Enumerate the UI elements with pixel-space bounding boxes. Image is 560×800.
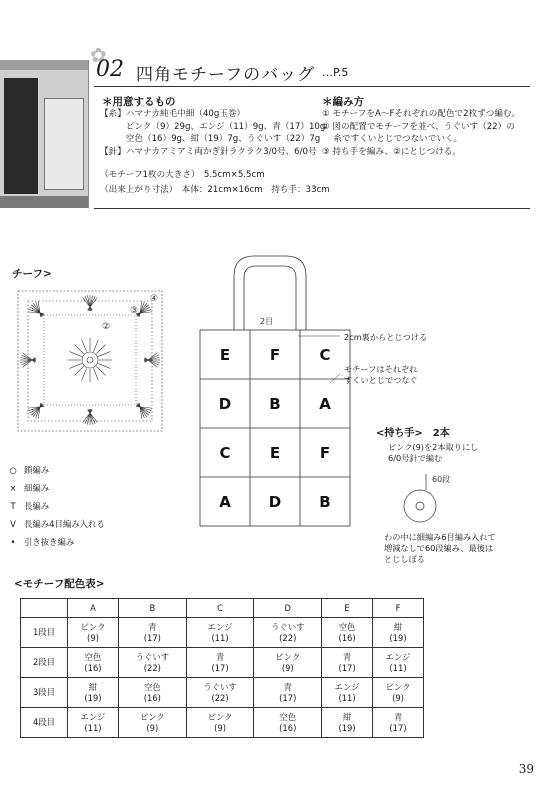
double-crochet-icon: T bbox=[10, 501, 16, 511]
motif-letter: C bbox=[319, 346, 331, 364]
handle-title: <持ち手> 2本 bbox=[376, 428, 450, 439]
legend-label: 長編み4目編み入れる bbox=[24, 519, 105, 529]
join-note-line: モチーフはそれぞれ bbox=[344, 364, 418, 374]
table-corner bbox=[21, 599, 68, 618]
color-code: (9) bbox=[87, 632, 99, 643]
color-table-title: <モチーフ配色表> bbox=[14, 578, 105, 590]
color-name: エンジ bbox=[334, 681, 360, 692]
instruction-step: 糸ですくいとじでつないでいく。 bbox=[322, 134, 463, 145]
table-cell bbox=[186, 678, 254, 708]
page-reference: …P.5 bbox=[322, 66, 349, 79]
ring-note bbox=[384, 532, 496, 565]
motif-letter: E bbox=[219, 346, 231, 364]
color-name: うぐいす bbox=[203, 681, 237, 692]
table-cell bbox=[322, 678, 373, 708]
table-cell bbox=[68, 678, 119, 708]
table-row bbox=[21, 618, 424, 648]
legend-label: 鎖編み bbox=[24, 465, 50, 475]
color-code: (16) bbox=[279, 722, 297, 733]
materials-line: 空色（16）9g、紺（19）7g、うぐいす（22）7g bbox=[100, 134, 321, 145]
table-cell bbox=[68, 708, 119, 738]
color-name: 青 bbox=[148, 621, 157, 632]
table-row bbox=[21, 648, 424, 678]
color-name: 青 bbox=[215, 651, 225, 662]
legend-label: 細編み bbox=[24, 483, 50, 493]
color-code: (17) bbox=[389, 722, 407, 733]
legend-item bbox=[2, 500, 105, 518]
increase-stitch-icon: V bbox=[10, 519, 16, 529]
table-cell bbox=[254, 618, 322, 648]
instruction-step: ③ 持ち手を編み、②にとじつける。 bbox=[322, 146, 461, 157]
materials-line: 【糸】ハマナカ純毛中細（40g玉巻） bbox=[100, 109, 246, 119]
table-cell bbox=[118, 618, 186, 648]
row-header: 4段目 bbox=[21, 708, 68, 738]
motif-letter: C bbox=[219, 444, 231, 462]
legend-item bbox=[2, 518, 105, 536]
color-code: (19) bbox=[389, 632, 407, 643]
table-cell bbox=[118, 708, 186, 738]
color-code: (9) bbox=[281, 662, 294, 673]
header-bottom-divider bbox=[94, 208, 530, 209]
color-code: (19) bbox=[84, 692, 102, 703]
color-code: (9) bbox=[214, 722, 226, 733]
table-cell bbox=[186, 708, 254, 738]
table-cell bbox=[322, 708, 373, 738]
color-code: (17) bbox=[338, 662, 356, 673]
table-cell bbox=[254, 708, 322, 738]
column-header: A bbox=[68, 599, 119, 618]
slip-stitch-icon: • bbox=[10, 537, 16, 547]
motif-letter: B bbox=[269, 395, 281, 413]
materials-list bbox=[100, 108, 325, 158]
color-name: 青 bbox=[393, 711, 403, 722]
legend-item bbox=[2, 536, 105, 554]
product-photo bbox=[0, 60, 89, 208]
materials-line: 【針】ハマナカアミアミ両かぎ針ラクラク3/0号、6/0号 bbox=[100, 146, 317, 157]
motif-letter: F bbox=[269, 346, 281, 364]
handle-note bbox=[388, 442, 478, 464]
color-name: 青 bbox=[283, 681, 292, 692]
single-crochet-icon: × bbox=[9, 483, 17, 493]
column-header: E bbox=[322, 599, 373, 618]
color-code: (22) bbox=[279, 632, 297, 643]
column-header: C bbox=[186, 599, 254, 618]
color-code: (22) bbox=[143, 662, 161, 673]
motif-letter: A bbox=[219, 493, 231, 511]
color-name: 紺 bbox=[393, 621, 403, 632]
round-label: ④ bbox=[150, 294, 159, 304]
color-code: (17) bbox=[143, 632, 161, 643]
handle-note-line: 6/0号針で編む bbox=[388, 453, 443, 463]
ring-note-line: わの中に細編み6目編み入れて bbox=[384, 532, 496, 542]
finished-size: （出来上がり寸法） 本体：21cm×16cm 持ち手：33cm bbox=[100, 185, 330, 195]
color-code: (9) bbox=[146, 722, 159, 733]
table-cell bbox=[373, 708, 424, 738]
round-label: ③ bbox=[130, 306, 139, 316]
table-cell bbox=[118, 648, 186, 678]
attach-note: 2cm裏からとじつける bbox=[344, 332, 428, 342]
color-name: ピンク bbox=[207, 711, 233, 722]
join-note-line: すくいとじでつなぐ bbox=[344, 375, 418, 385]
table-cell bbox=[186, 618, 254, 648]
color-code: (16) bbox=[84, 662, 102, 673]
table-row bbox=[21, 678, 424, 708]
header-divider bbox=[94, 86, 530, 87]
project-number: 02 bbox=[96, 57, 124, 82]
table-cell bbox=[254, 678, 322, 708]
table-cell bbox=[68, 618, 119, 648]
table-cell bbox=[373, 648, 424, 678]
instruction-step: ② 図の配置でモチーフを並べ、うぐいす（22）の bbox=[322, 121, 515, 132]
color-name: 紺 bbox=[342, 711, 352, 722]
color-code: (9) bbox=[392, 692, 404, 703]
handle-note-line: ピンク(9)を2本取りにし bbox=[388, 442, 479, 452]
column-header: D bbox=[254, 599, 322, 618]
color-name: ピンク bbox=[275, 651, 301, 662]
instructions-list bbox=[322, 108, 520, 158]
rows-label: 60段 bbox=[432, 475, 451, 484]
table-cell bbox=[254, 648, 322, 678]
instruction-step: ① モチーフをA〜Fそれぞれの配色で2枚ずつ編む。 bbox=[322, 109, 521, 119]
color-name: うぐいす bbox=[135, 651, 170, 662]
color-name: 空色 bbox=[338, 621, 356, 632]
round-label: ② bbox=[102, 322, 111, 332]
size-info bbox=[100, 168, 330, 198]
color-name: ピンク bbox=[139, 711, 165, 722]
color-table bbox=[20, 598, 424, 738]
color-name: 空色 bbox=[143, 681, 161, 692]
stitch-legend bbox=[2, 464, 105, 554]
table-cell bbox=[373, 618, 424, 648]
color-code: (11) bbox=[84, 722, 102, 733]
column-header: B bbox=[118, 599, 186, 618]
table-cell bbox=[186, 648, 254, 678]
materials-line: ピンク（9）29g、エンジ（11）9g、青（17）10g bbox=[100, 121, 326, 132]
project-title: 四角モチーフのバッグ bbox=[136, 65, 316, 85]
motif-letter: D bbox=[268, 493, 282, 511]
table-cell bbox=[118, 678, 186, 708]
color-name: エンジ bbox=[207, 621, 233, 632]
handle-round-diagram bbox=[392, 468, 462, 528]
join-note bbox=[344, 364, 418, 386]
color-name: 青 bbox=[342, 651, 352, 662]
color-code: (11) bbox=[389, 662, 407, 673]
color-code: (16) bbox=[143, 692, 161, 703]
color-code: (19) bbox=[338, 722, 356, 733]
page-number: 39 bbox=[518, 762, 534, 776]
color-code: (22) bbox=[211, 692, 229, 703]
ring-note-line: とじしぼる bbox=[384, 554, 425, 564]
bag-layout-diagram bbox=[190, 246, 370, 536]
motif-letter: E bbox=[269, 444, 281, 462]
color-name: エンジ bbox=[80, 711, 106, 722]
chain-stitch-icon: ○ bbox=[9, 465, 17, 475]
legend-label: 長編み bbox=[24, 501, 50, 511]
gap-label: 2目 bbox=[260, 317, 274, 326]
color-name: 空色 bbox=[279, 711, 297, 722]
legend-item bbox=[2, 482, 105, 500]
color-name: 紺 bbox=[88, 681, 98, 692]
materials-heading: ＊用意するもの bbox=[102, 96, 176, 108]
legend-label: 引き抜き編み bbox=[24, 537, 75, 547]
row-header: 2段目 bbox=[21, 648, 68, 678]
motif-letter: A bbox=[319, 395, 331, 413]
motif-chart-title: チーフ> bbox=[12, 268, 52, 280]
motif-letter: B bbox=[319, 493, 331, 511]
color-code: (17) bbox=[211, 662, 229, 673]
table-row bbox=[21, 708, 424, 738]
color-name: ピンク bbox=[385, 681, 411, 692]
motif-size: （モチーフ1枚の大きさ） 5.5cm×5.5cm bbox=[100, 170, 265, 180]
color-name: 空色 bbox=[84, 651, 102, 662]
row-header: 3段目 bbox=[21, 678, 68, 708]
column-header: F bbox=[373, 599, 424, 618]
motif-crochet-chart bbox=[10, 285, 170, 435]
color-code: (11) bbox=[338, 692, 356, 703]
instructions-heading: ＊編み方 bbox=[322, 96, 364, 108]
row-header: 1段目 bbox=[21, 618, 68, 648]
color-name: ピンク bbox=[80, 621, 106, 632]
color-code: (11) bbox=[211, 632, 229, 643]
table-cell bbox=[322, 648, 373, 678]
table-cell bbox=[322, 618, 373, 648]
color-code: (16) bbox=[338, 632, 356, 643]
table-header-row bbox=[21, 599, 424, 618]
motif-letter: D bbox=[218, 395, 232, 413]
color-name: うぐいす bbox=[271, 621, 305, 632]
ring-note-line: 増減なしで60段編み、最後は bbox=[384, 543, 494, 553]
flower-icon: ✿ bbox=[90, 43, 107, 67]
motif-letter: F bbox=[319, 444, 331, 462]
legend-item bbox=[2, 464, 105, 482]
table-cell bbox=[68, 648, 119, 678]
table-cell bbox=[373, 678, 424, 708]
color-name: エンジ bbox=[385, 651, 411, 662]
color-code: (17) bbox=[279, 692, 297, 703]
